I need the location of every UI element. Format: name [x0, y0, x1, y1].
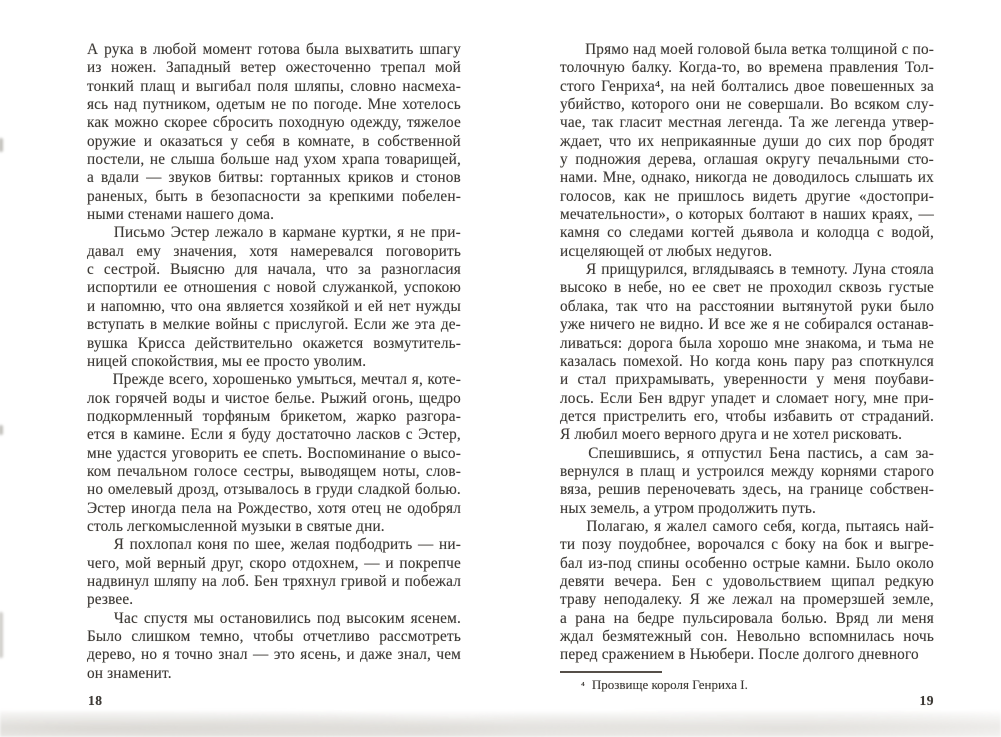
text-line: ливаться: дорога была хорошо мне знакома, и тьма не	[560, 334, 934, 352]
footnote-label: Прозвище короля Генриха I.	[591, 676, 748, 692]
text-line: камня со следами когтей дьявола и колодца с водой,	[560, 224, 934, 242]
text-line: ждает, что их неприкаянные души до сих пор бродят	[560, 132, 934, 150]
text-line: облака, так что на расстоянии вытянутой руки было	[560, 297, 934, 315]
paragraph	[560, 518, 934, 665]
text-line: вушка Крисса действительно окажется возмутитель-	[87, 334, 461, 352]
text-line: вяза, решив переночевать здесь, на границе собствен-	[560, 481, 934, 499]
text-line: Прежде всего, хорошенько умыться, мечтал я, коте-	[112, 371, 461, 389]
text-line: Прямо над моей головой была ветка толщиной с по-	[585, 41, 934, 58]
text-line: с сестрой. Выясню для начала, что за разногласия	[87, 261, 461, 279]
text-line: ницей спокойствия, мы ее просто уволим.	[87, 352, 367, 370]
text-line: бал из-под спины особенно острые камни. Было около	[560, 554, 934, 572]
text-line: мне удастся уговорить ее спеть. Воспоминание о высо-	[87, 444, 461, 462]
paragraph	[560, 445, 934, 518]
text-line: ется в камине. Если я буду достаточно ласков с Эстер,	[87, 426, 461, 444]
text-line: Спешившись, я отпустил Бена пастись, а сам за-	[588, 444, 934, 462]
text-line: ти позу поудобнее, ворочался с боку на бок и выгре-	[560, 536, 934, 554]
text-line: девяти вечера. Бен с удовольствием щипал редкую	[560, 572, 934, 590]
text-line: лок горячей воды и чистое белье. Рыжий огонь, щедро	[87, 389, 461, 407]
text-line: из ножен. Западный ветер ожесточенно трепал мой	[87, 59, 461, 77]
text-line: вернулся в плащ и устроился между корнями старого	[560, 462, 934, 480]
text-line: казалась помехой. Но когда конь пару раз споткнулся	[560, 352, 934, 370]
page-number-left: 18	[88, 693, 103, 708]
text-line: ными стенами нашего дома.	[87, 206, 275, 224]
text-line: надвинул шляпу на лоб. Бен тряхнул гривой и побежал	[87, 572, 461, 590]
text-line: траву неподалеку. Я же лежал на промерзшей земле,	[560, 591, 934, 609]
text-line: мечательности», о которых болтают в наших краях, —	[560, 206, 934, 224]
text-line: высоко в небе, но ее свет не проходил сквозь густые	[560, 279, 934, 297]
text-line: а рана на бедре пульсировала болью. Вряд ли меня	[560, 609, 934, 627]
text-line: дется пристрелить его, чтобы избавить от страданий.	[560, 407, 934, 425]
text-line: исцеляющей от любых недугов.	[560, 242, 773, 260]
paragraph	[87, 610, 461, 683]
text-line: как можно скорее сбросить походную одежду, тяжелое	[87, 114, 461, 132]
text-line: столь легкомысленной музыки в святые дни.	[87, 517, 385, 535]
paragraph	[87, 41, 461, 224]
text-line: а вдали — звуков битвы: гортанных криков и стонов	[87, 169, 461, 187]
text-line: у подножия дерева, оглашая округу печальными сто-	[560, 151, 934, 169]
paragraph	[87, 536, 461, 609]
text-line: и напомню, что она является хозяйкой и ей нет нужды	[87, 297, 461, 315]
text-line: подкормленный торфяным брикетом, жарко разгора-	[87, 407, 461, 425]
text-line: ждал безмятежный сон. Невольно вспомнилась ночь	[560, 628, 934, 645]
text-line: перед сражением в Ньюбери. После долгого дневного	[560, 646, 919, 664]
text-line: раненых, быть в безопасности за крепкими побелен-	[87, 187, 461, 205]
text-line: стого Генриха⁴, на ней болтались двое повешенных за	[560, 77, 934, 95]
text-line: резвее.	[87, 591, 134, 609]
text-line: уже ничего не видно. И все же я не собирался останав-	[560, 316, 934, 334]
paragraph	[560, 41, 934, 261]
page-left-text	[87, 41, 461, 683]
text-line: испортили ее отношения с новой служанкой, успокою	[87, 279, 461, 297]
text-line: нами. Мне, однако, никогда не доводилось слышать их	[560, 169, 934, 187]
text-line: и стал прихрамывать, уверенности у меня поубави-	[560, 371, 934, 389]
text-line: толочную балку. Когда-то, во времена правления Тол-	[560, 59, 934, 77]
footnote	[560, 671, 934, 694]
text-line: он знаменит.	[87, 664, 172, 682]
text-line: но омелевый дрозд, отзывалось в груди сладкой болью.	[87, 481, 461, 499]
text-line: ком печальном голосе сестры, выводящем ноты, слов-	[87, 462, 461, 480]
text-line: чего, мой верный друг, скоро отдохнем, — и покрепче	[87, 554, 461, 572]
text-line: Эстер иногда пела на Рождество, хотя отец не одобрял	[87, 499, 461, 517]
footnote-text	[560, 677, 934, 694]
text-line: Я похлопал коня по шее, желая подбодрить — ни-	[113, 536, 461, 554]
paragraph	[87, 371, 461, 536]
text-line: Я любил моего верного друга и не хотел рисковать.	[560, 426, 903, 444]
paragraph	[87, 224, 461, 371]
text-line: А рука в любой момент готова была выхватить шпагу	[87, 41, 461, 58]
text-line: голосов, как не пришлось видеть другие «достопри-	[560, 187, 934, 205]
text-line: вступать в мелкие войны с прислугой. Если же эта де-	[87, 316, 461, 334]
text-line: тонкий плащ и выгибал поля шляпы, словно насмеха-	[87, 77, 461, 95]
text-line: Письмо Эстер лежало в кармане куртки, я не при-	[113, 224, 461, 242]
text-line: чае, так гласит местная легенда. Та же легенда утвер-	[560, 114, 934, 132]
text-line: давал ему значения, хотя намеревался поговорить	[87, 242, 461, 260]
paragraph	[560, 261, 934, 444]
page-right-text	[560, 41, 934, 665]
page-number-right: 19	[919, 693, 934, 708]
text-line: дерево, но я точно знал — это ясень, и даже знал, чем	[87, 646, 461, 664]
text-line: ных земель, а утром продолжить путь.	[560, 499, 817, 517]
text-line: лось. Если Бен вдруг упадет и сломает ногу, мне при-	[560, 389, 934, 407]
text-line: Я прищурился, вглядываясь в темноту. Луна стояла	[585, 261, 934, 279]
text-line: Час спустя мы остановились под высоким ясенем.	[113, 609, 461, 627]
text-line: ясь над путником, одетым не по погоде. Мне хотелось	[87, 96, 461, 114]
page-right	[505, 0, 1001, 737]
text-line: постели, не слыша больше над ухом храпа товарищей,	[87, 151, 461, 169]
footnote-marker: ⁴	[581, 679, 585, 692]
text-line: Полагаю, я жалел самого себя, когда, пытаясь най-	[586, 517, 934, 535]
footnote-rule	[560, 671, 662, 673]
text-line: Было слишком темно, чтобы отчетливо рассмотреть	[87, 628, 461, 645]
text-line: оружие и оказаться у себя в комнате, в собственной	[87, 132, 461, 150]
text-line: убийство, которого они не совершали. Во всяком слу-	[560, 96, 934, 114]
